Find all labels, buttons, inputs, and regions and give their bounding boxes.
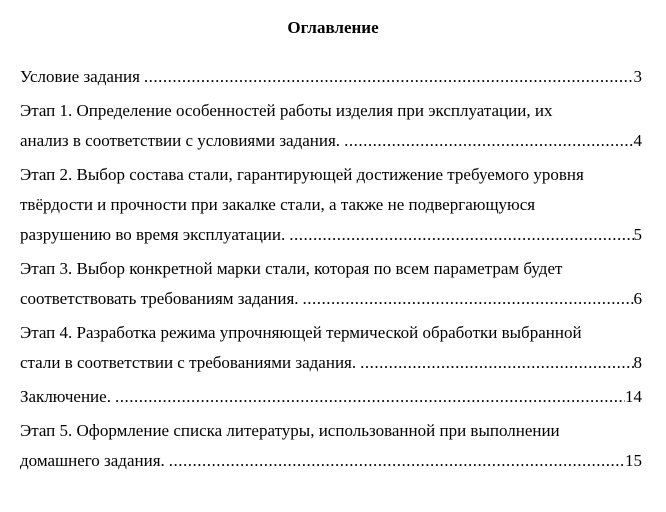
toc-entry-text: домашнего задания.: [20, 451, 165, 470]
toc-entry-line: [20, 382, 642, 412]
toc-entry-conditions[interactable]: [20, 62, 642, 92]
toc-entry-text: Этап 3. Выбор конкретной марки стали, которая по всем параметрам будет: [20, 259, 563, 278]
toc-entry-conclusion[interactable]: [20, 382, 642, 412]
dot-leader: [165, 446, 625, 476]
toc-entry-stage-1[interactable]: [20, 96, 642, 156]
toc-entry-line: [20, 348, 642, 378]
dot-leader: [111, 382, 625, 412]
toc-entry-text: Этап 1. Определение особенностей работы изделия при эксплуатации, их: [20, 101, 553, 120]
toc-entry-text: Этап 5. Оформление списка литературы, использованной при выполнении: [20, 421, 560, 440]
table-of-contents: [20, 62, 642, 476]
dot-leader: [285, 220, 633, 250]
dot-leader: [299, 284, 634, 314]
toc-entry-line: [20, 446, 642, 476]
toc-page-number: 4: [633, 131, 642, 150]
toc-page-number: 5: [633, 225, 642, 244]
toc-entry-line: [20, 126, 642, 156]
toc-entry-line: [20, 62, 642, 92]
toc-entry-stage-3[interactable]: [20, 254, 642, 314]
toc-entry-text: Условие задания: [20, 67, 140, 86]
toc-entry-stage-5[interactable]: [20, 416, 642, 476]
toc-entry-stage-2[interactable]: [20, 160, 642, 250]
toc-entry-text: соответствовать требованиям задания.: [20, 289, 299, 308]
toc-entry-text: Этап 2. Выбор состава стали, гарантирующей достижение требуемого уровня: [20, 165, 584, 184]
dot-leader: [356, 348, 633, 378]
toc-entry-text: Этап 4. Разработка режима упрочняющей термической обработки выбранной: [20, 323, 582, 342]
toc-entry-stage-4[interactable]: [20, 318, 642, 378]
dot-leader: [340, 126, 633, 156]
toc-page-number: 15: [625, 451, 642, 470]
toc-entry-text: твёрдости и прочности при закалке стали, а также не подвергающуюся: [20, 195, 536, 214]
toc-title: Оглавление: [287, 18, 379, 37]
dot-leader: [140, 62, 634, 92]
toc-entry-text: анализ в соответствии с условиями задания.: [20, 131, 341, 150]
toc-entry-text: Заключение.: [20, 387, 111, 406]
toc-page-number: 8: [633, 353, 642, 372]
toc-entry-line: [20, 220, 642, 250]
toc-entry-line: [20, 284, 642, 314]
toc-page-number: 14: [625, 387, 642, 406]
toc-entry-text: стали в соответствии с требованиями задания.: [20, 353, 357, 372]
toc-page-number: 6: [633, 289, 642, 308]
toc-entry-text: разрушению во время эксплуатации.: [20, 225, 286, 244]
toc-page-number: 3: [633, 67, 642, 86]
